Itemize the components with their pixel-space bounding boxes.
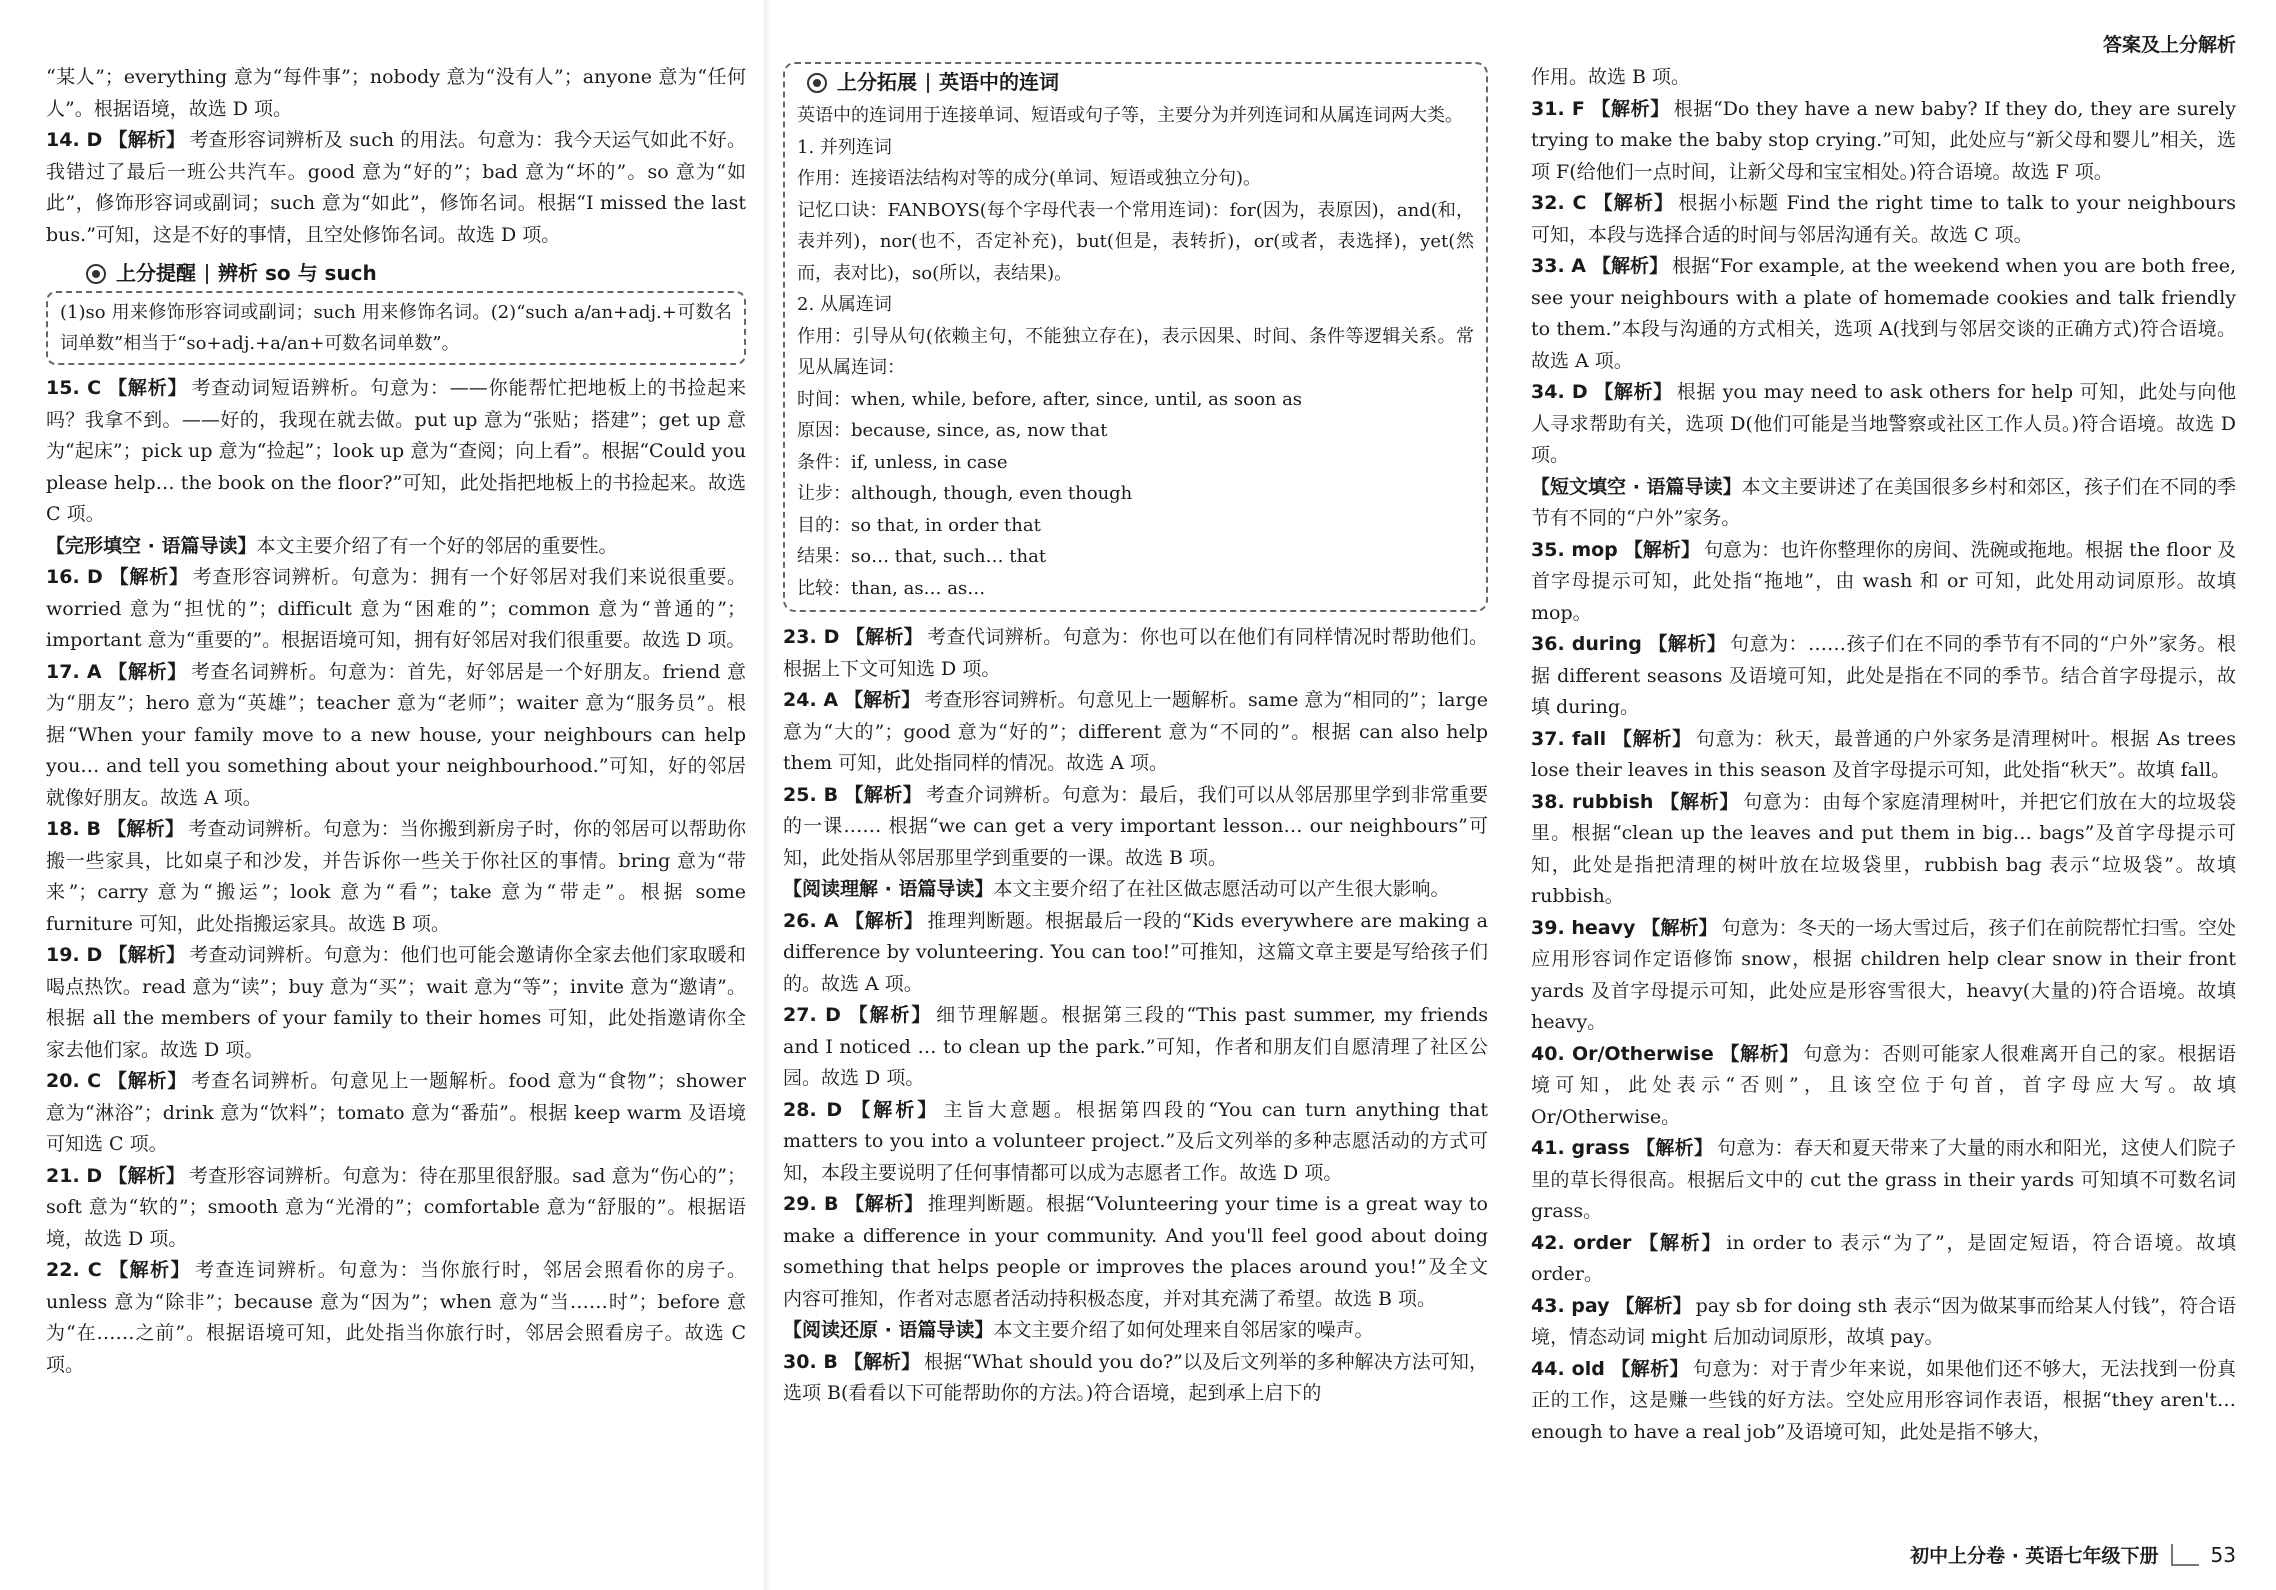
answer-number: 43. pay: [1531, 1294, 1610, 1317]
section-label: 【短文填空 · 语篇导读】: [1531, 475, 1742, 498]
section-text: 本文主要介绍了有一个好的邻居的重要性。: [256, 534, 618, 557]
tip-box-body: (1)so 用来修饰形容词或副词；such 用来修饰名词。(2)“such a/an+adj.+可数名词单数”相当于“so+adj.+a/an+可数名词单数”。: [46, 291, 746, 365]
expand-box: [783, 62, 1488, 612]
analysis-text: 考查形容词辨析。句意见上一题解析。same 意为“相同的”；large 意为“大的”；good 意为“好的”；different 意为“不同的”。根据 can also help them 可知，此处指同样的情况。故选 A 项。: [783, 689, 1488, 774]
answer-item: [783, 1095, 1488, 1190]
book-title: 初中上分卷 · 英语七年级下册: [1910, 1545, 2159, 1567]
answer-item: [783, 685, 1488, 780]
expand-line: 时间：when, while, before, after, since, until, as soon as: [797, 388, 1303, 410]
expand-line: 2. 从属连词: [797, 294, 892, 315]
analysis-text: 考查连词辨析。句意为：当你旅行时，邻居会照看你的房子。unless 意为“除非”；because 意为“因为”；when 意为“当……时”；before 意为“在……之前”。根据语境可知，此处指当你旅行时，邻居会照看房子。故选 C 项。: [46, 1259, 746, 1376]
analysis-text: 句意为：由每个家庭清理树叶，并把它们放在大的垃圾袋里。根据“clean up the leaves and put them in big… bags”及首字母提示可知，此处是指把清理的树叶放在垃圾袋里，rubbish bag 表示“垃圾袋”。故填 rubbish。: [1531, 790, 2236, 907]
analysis-tag: 【解析】: [1592, 192, 1675, 214]
answer-item: [783, 906, 1488, 1001]
analysis-text: 考查介词辨析。句意为：最后，我们可以从邻居那里学到非常重要的一课…… 根据“we can get a very important lesson… our neighbours”可知，此处指从邻居那里学到重要的一课。故选 B 项。: [783, 783, 1488, 869]
analysis-text: in order to 表示“为了”，是固定短语，符合语境。故填 order。: [1531, 1231, 2236, 1285]
answer-item: [1531, 251, 2236, 377]
section-label: 【完形填空 · 语篇导读】: [46, 534, 257, 557]
analysis-text: 考查动词短语辨析。句意为：——你能帮忙把地板上的书捡起来吗？我拿不到。——好的，我现在就去做。put up 意为“张贴；搭建”；get up 意为“起床”；pick up 意为“捡起”；look up 意为“查阅；向上看”。根据“Could you please help… the book on the floor?”可知，此处指把地板上的书捡起来。故选 C 项。: [46, 377, 746, 525]
analysis-tag: 【解析】: [107, 377, 188, 399]
answer-number: 37. fall: [1531, 727, 1607, 750]
expand-box-body: [797, 100, 1474, 604]
column-1: [46, 62, 746, 1560]
answer-item: [46, 1066, 746, 1161]
expand-line: 让步：although, though, even though: [797, 483, 1133, 504]
answer-item: [1531, 1039, 2236, 1134]
answer-item: [46, 1255, 746, 1381]
section-guide: [783, 1315, 1488, 1347]
expand-line: 1. 并列连词: [797, 136, 892, 158]
answer-list: [46, 125, 746, 251]
answer-list: [1531, 94, 2236, 472]
tip-box-header: [46, 257, 746, 291]
answer-number: 29. B: [783, 1193, 839, 1215]
analysis-text: 句意为：秋天，最普通的户外家务是清理树叶。根据 As trees lose their leaves in this season 及首字母提示可知，此处指“秋天”。故填 fall。: [1531, 727, 2236, 781]
answer-item: [783, 1189, 1488, 1315]
expand-line: 作用：引导从句(依赖主句，不能独立存在)，表示因果、时间、条件等逻辑关系。常见从属连词：: [797, 325, 1474, 378]
analysis-tag: 【解析】: [1719, 1042, 1800, 1065]
section-label: 【阅读理解 · 语篇导读】: [783, 878, 994, 900]
answer-item: [783, 780, 1488, 875]
expand-line: 英语中的连词用于连接单词、短语或句子等，主要分为并列连词和从属连词两大类。: [797, 105, 1463, 126]
answer-item: [1531, 188, 2236, 251]
analysis-tag: 【解析】: [846, 1004, 933, 1026]
divider: [927, 73, 929, 93]
answer-item: [1531, 913, 2236, 1039]
answer-item: [1531, 1291, 2236, 1354]
analysis-tag: 【解析】: [844, 909, 924, 932]
analysis-tag: 【解析】: [107, 1070, 188, 1092]
analysis-text: 考查形容词辨析。句意为：待在那里很舒服。sad 意为“伤心的”；soft 意为“软的”；smooth 意为“光滑的”；comfortable 意为“舒服的”。根据语境，故选 D 项。: [46, 1164, 746, 1250]
analysis-text: 句意为：也许你整理你的房间、洗碗或拖地。根据 the floor 及首字母提示可知，此处指“拖地”，由 wash 和 or 可知，此处用动词原形。故填 mop。: [1531, 538, 2236, 624]
answer-number: 39. heavy: [1531, 916, 1636, 939]
divider: [206, 264, 208, 284]
answer-number: 40. Or/Otherwise: [1531, 1042, 1714, 1065]
answer-list: [46, 373, 746, 531]
page-number: 53: [2210, 1542, 2236, 1567]
answer-number: 15. C: [46, 377, 102, 399]
answer-intro: “某人”；everything 意为“每件事”；nobody 意为“没有人”；anyone 意为“任何人”。根据语境，故选 D 项。: [46, 66, 746, 120]
answer-number: 23. D: [783, 626, 840, 648]
analysis-tag: 【解析】: [1647, 633, 1727, 655]
answer-number: 44. old: [1531, 1357, 1605, 1380]
analysis-text: 考查名词辨析。句意为：首先，好邻居是一个好朋友。friend 意为“朋友”；hero 意为“英雄”；teacher 意为“老师”；waiter 意为“服务员”。根据“When your family move to a new house, your neighbours can help you… and tell you something about your neighbourhood.”可知，好的邻居就像好朋友。故选 A 项。: [46, 660, 746, 809]
answer-item: [46, 814, 746, 940]
analysis-tag: 【解析】: [1659, 790, 1740, 813]
analysis-text: 句意为：……孩子们在不同的季节有不同的“户外”家务。根据 different seasons 及语境可知，此处是指在不同的季节。结合首字母提示，故填 during。: [1531, 633, 2236, 718]
expand-line: 目的：so that, in order that: [797, 514, 1041, 536]
analysis-tag: 【解析】: [107, 818, 185, 840]
answer-number: 30. B: [783, 1350, 838, 1373]
analysis-text: 句意为：对于青少年来说，如果他们还不够大，无法找到一份真正的工作，这是赚一些钱的好方法。空处应用形容词作表语，根据“they aren't… enough to have a real job”及语境可知，此处是指不够大，: [1531, 1357, 2236, 1443]
analysis-text: 考查动词辨析。句意为：他们也可能会邀请你全家去他们家取暖和喝点热饮。read 意为“读”；buy 意为“买”；wait 意为“等”；invite 意为“邀请”。根据 all the members of your family to their homes 可知，此处指邀请你全家去他们家。故选 D 项。: [46, 944, 746, 1061]
column-2: [783, 62, 1488, 1560]
answer-item: [1531, 535, 2236, 630]
analysis-text: 细节理解题。根据第三段的“This past summer, my friends and I noticed … to clean up the park.”可知，作者和朋友们自愿清理了社区公园。故选 D 项。: [783, 1004, 1488, 1089]
answer-item: [1531, 629, 2236, 724]
analysis-text: 考查形容词辨析及 such 的用法。句意为：我今天运气如此不好。我错过了最后一班公共汽车。good 意为“好的”；bad 意为“坏的”。so 意为“如此”，修饰形容词或副词；such 意为“如此”，修饰名词。根据“I missed the last bus.”可知，这是不好的事情，且空处修饰名词。故选 D 项。: [46, 129, 746, 246]
tip-box-title: 上分提醒: [116, 261, 196, 286]
target-icon: [86, 264, 106, 284]
answer-item: [1531, 94, 2236, 189]
answer-item: [46, 657, 746, 815]
answer-number: 31. F: [1531, 97, 1585, 120]
answer-number: 24. A: [783, 689, 839, 711]
answer-number: 28. D: [783, 1098, 843, 1121]
answer-item: [46, 940, 746, 1066]
expand-line: 条件：if, unless, in case: [797, 451, 1008, 473]
page-footer: [1910, 1541, 2236, 1568]
expand-line: 比较：than, as… as…: [797, 577, 986, 599]
analysis-text: 根据“What should you do?”以及后文列举的多种解决方法可知，选项 B(看看以下可能帮助你的方法。)符合语境，起到承上启下的: [783, 1350, 1488, 1404]
answer-number: 36. during: [1531, 633, 1642, 655]
analysis-tag: 【解析】: [844, 689, 921, 711]
section-text: 本文主要介绍了如何处理来自邻居家的噪声。: [993, 1319, 1374, 1341]
analysis-tag: 【解析】: [108, 566, 189, 588]
analysis-tag: 【解析】: [1615, 1294, 1692, 1317]
analysis-tag: 【解析】: [108, 1164, 185, 1187]
answer-item: [46, 125, 746, 251]
answer-list: [783, 622, 1488, 874]
answer-number: 21. D: [46, 1164, 103, 1187]
answer-number: 26. A: [783, 909, 839, 932]
analysis-tag: 【解析】: [845, 626, 924, 648]
tip-box-lift: [46, 257, 746, 365]
analysis-text: 推理判断题。根据最后一段的“Kids everywhere are making a difference by volunteering. You can too!”可推知，这篇文章主要是写给孩子们的。故选 A 项。: [783, 909, 1488, 995]
section-guide: [783, 874, 1488, 906]
answer-number: 17. A: [46, 660, 102, 683]
page-fold: [762, 0, 770, 1590]
analysis-tag: 【解析】: [1610, 1357, 1689, 1380]
analysis-tag: 【解析】: [108, 944, 186, 966]
analysis-text: 根据“Do they have a new baby? If they do, they are surely trying to make the baby stop crying.”可知，此处应与“新父母和婴儿”相关，选项 F(给他们一点时间，让新父母和宝宝相处。)符合语境。故选 F 项。: [1531, 97, 2236, 183]
analysis-text: 考查动词辨析。句意为：当你搬到新房子时，你的邻居可以帮助你搬一些家具，比如桌子和沙发，并告诉你一些关于你社区的事情。bring 意为“带来”；carry 意为“搬运”；look 意为“看”；take 意为“带走”。根据 some furniture 可知，此处指搬运家具。故选 B 项。: [46, 818, 746, 935]
answer-number: 35. mop: [1531, 538, 1618, 561]
expand-line: 记忆口诀：FANBOYS(每个字母代表一个常用连词)：for(因为，表原因)，and(和，表并列)，nor(也不，否定补充)，but(但是，表转折)，or(或者，表选择)，yet(然而，表对比)，so(所以，表结果)。: [797, 199, 1474, 284]
analysis-text: 考查名词辨析。句意见上一题解析。food 意为“食物”；shower 意为“淋浴”；drink 意为“饮料”；tomato 意为“番茄”。根据 keep warm 及语境可知选 C 项。: [46, 1070, 746, 1155]
target-icon: [807, 73, 827, 93]
answer-number: 34. D: [1531, 381, 1588, 403]
expand-box-header: [797, 66, 1474, 100]
expand-box-subtitle: 英语中的连词: [939, 70, 1059, 95]
expand-line: 作用：连接语法结构对等的成分(单词、短语或独立分句)。: [797, 168, 1262, 189]
analysis-tag: 【解析】: [108, 129, 186, 151]
header-title: 答案及上分解析: [2102, 34, 2236, 56]
analysis-tag: 【解析】: [844, 783, 923, 806]
answer-item: [46, 562, 746, 657]
answer-number: 18. B: [46, 818, 101, 840]
answer-number: 16. D: [46, 566, 103, 588]
analysis-tag: 【解析】: [1612, 727, 1692, 750]
analysis-text: 推理判断题。根据“Volunteering your time is a great way to make a difference in your community. And you'll feel good about doing something that helps people or improves the places around you!”及全文内容可推知，作者对志愿者活动持积极态度，并对其充满了希望。故选 B 项。: [783, 1193, 1488, 1310]
section-text: 本文主要介绍了在社区做志愿活动可以产生很大影响。: [993, 878, 1450, 900]
answer-list: [783, 906, 1488, 1316]
answer-number: 42. order: [1531, 1231, 1632, 1254]
answer-number: 27. D: [783, 1004, 841, 1026]
analysis-text: pay sb for doing sth 表示“因为做某事而给某人付钱”，符合语境，情态动词 might 后加动词原形，故填 pay。: [1531, 1294, 2236, 1348]
analysis-tag: 【解析】: [107, 1259, 191, 1281]
answer-item: [46, 373, 746, 531]
answer-number: 32. C: [1531, 192, 1587, 214]
corner-mark-icon: [2171, 1544, 2199, 1566]
analysis-tag: 【解析】: [1590, 97, 1670, 120]
answer-list: [1531, 535, 2236, 1449]
answer-number: 41. grass: [1531, 1137, 1630, 1159]
section-label: 【阅读还原 · 语篇导读】: [783, 1319, 994, 1341]
answer-item: [783, 1000, 1488, 1095]
answer-list: [783, 1347, 1488, 1410]
expand-box-title: 上分拓展: [837, 70, 917, 95]
answer-number: 14. D: [46, 129, 103, 151]
analysis-tag: 【解析】: [843, 1350, 921, 1373]
answer-number: 19. D: [46, 944, 103, 966]
answer-item: [1531, 724, 2236, 787]
answer-number: 33. A: [1531, 255, 1586, 277]
analysis-text: 根据“For example, at the weekend when you are both free, see your neighbours with a plate of homemade cookies and talk friendly to them.”本段与沟通的方式相关，选项 A(找到与邻居交谈的正确方式)符合语境。故选 A 项。: [1531, 255, 2236, 372]
analysis-text: 句意为：春天和夏天带来了大量的雨水和阳光，这使人们院子里的草长得很高。根据后文中的 cut the grass in their yards 可知填不可数名词 grass。: [1531, 1137, 2236, 1222]
analysis-tag: 【解析】: [848, 1098, 940, 1121]
answer-item: [783, 1347, 1488, 1410]
analysis-tag: 【解析】: [1592, 255, 1669, 277]
analysis-text: 根据小标题 Find the right time to talk to your neighbours 可知，本段与选择合适的时间与邻居沟通有关。故选 C 项。: [1531, 192, 2236, 246]
analysis-tag: 【解析】: [107, 660, 187, 683]
section-text: 本文主要讲述了在美国很多乡村和郊区，孩子们在不同的季节有不同的“户外”家务。: [1531, 475, 2236, 529]
analysis-text: 句意为：冬天的一场大雪过后，孩子们在前院帮忙扫雪。空处应用形容词作定语修饰 snow，根据 children help clear snow in their front yards 及首字母提示可知，此处应是形容雪很大，heavy(大量的)符合语境。故填 heavy。: [1531, 916, 2236, 1033]
answer-item: [46, 1161, 746, 1256]
answer-item: [1531, 1228, 2236, 1291]
answer-list: [46, 562, 746, 1381]
analysis-tag: 【解析】: [1623, 538, 1701, 561]
analysis-text: 考查代词辨析。句意为：你也可以在他们有同样情况时帮助他们。根据上下文可知选 D 项。: [783, 626, 1488, 680]
analysis-tag: 【解析】: [1593, 381, 1673, 403]
expand-line: 原因：because, since, as, now that: [797, 420, 1108, 441]
answer-number: 20. C: [46, 1070, 102, 1092]
section-guide: [46, 531, 746, 563]
tip-box-subtitle: 辨析 so 与 such: [218, 261, 377, 286]
answer-item: [1531, 787, 2236, 913]
answer-number: 22. C: [46, 1259, 102, 1281]
analysis-text: 根据 you may need to ask others for help 可知，此处与向他人寻求帮助有关，选项 D(他们可能是当地警察或社区工作人员。)符合语境。故选 D 项。: [1531, 381, 2236, 466]
analysis-tag: 【解析】: [1635, 1137, 1714, 1159]
expand-line: 结果：so… that, such… that: [797, 546, 1047, 567]
analysis-tag: 【解析】: [1641, 916, 1718, 939]
analysis-text: 句意为：否则可能家人很难离开自己的家。根据语境可知，此处表示“否则”，且该空位于句首，首字母应大写。故填 Or/Otherwise。: [1531, 1042, 2236, 1128]
answer-item: [783, 622, 1488, 685]
analysis-tag: 【解析】: [1637, 1231, 1723, 1254]
answer-item: [1531, 377, 2236, 472]
answer-number: 25. B: [783, 783, 839, 806]
answer-number: 38. rubbish: [1531, 790, 1654, 813]
analysis-tag: 【解析】: [844, 1193, 924, 1215]
section-guide: [1531, 472, 2236, 535]
column-3: [1531, 62, 2236, 1560]
answer-item: [1531, 1354, 2236, 1449]
answer-item: [1531, 1133, 2236, 1228]
answer-intro: 作用。故选 B 项。: [1531, 66, 1691, 88]
analysis-text: 考查形容词辨析。句意为：拥有一个好邻居对我们来说很重要。worried 意为“担忧的”；difficult 意为“困难的”；common 意为“普通的”；important 意为“重要的”。根据语境可知，拥有好邻居对我们很重要。故选 D 项。: [46, 566, 746, 651]
analysis-text: 主旨大意题。根据第四段的“You can turn anything that matters to you into a volunteer project.”及后文列举的多种志愿活动的方式可知，本段主要说明了任何事情都可以成为志愿者工作。故选 D 项。: [783, 1098, 1488, 1184]
